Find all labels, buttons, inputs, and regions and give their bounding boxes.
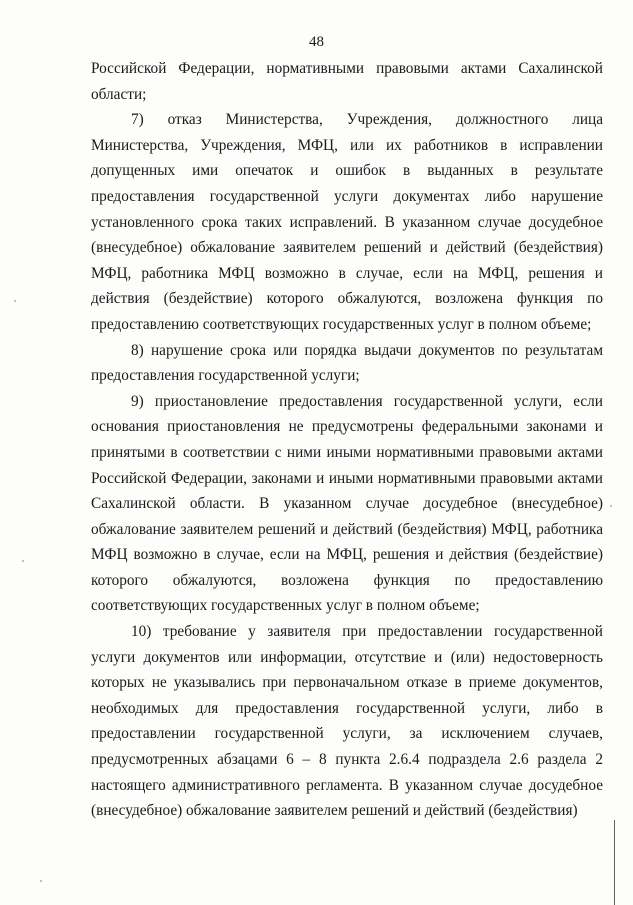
document-body [91,56,603,824]
paragraph-item-9: 9) приостановление предоставления государственной услуги, если основания приостановления не предусмотрены федеральными законами и принятыми в соответствии с ними иными нормативными правовыми актами Российской Федерации, законами и иными нормативными правовыми актами Сахалинской области. В указанном случае досудебное (внесудебное) обжалование заявителем решений и действий (бездействия) МФЦ, работника МФЦ возможно в случае, если на МФЦ, решения и действия (бездействие) которого обжалуются, возложена функция по предоставлению соответствующих государственных услуг в полном объеме; [91,392,603,615]
paragraph-item-8: 8) нарушение срока или порядка выдачи документов по результатам предоставления государственной услуги; [91,341,603,385]
page-number: 48 [309,34,324,50]
scan-edge-line [614,820,616,905]
scan-speck [40,880,42,882]
scan-speck [22,560,24,562]
scan-speck [14,300,16,302]
paragraph-item-10: 10) требование у заявителя при предоставлении государственной услуги документов или информации, отсутствие и (или) недостоверность которых не указывались при первоначальном отказе в приеме документов, необходимых для предоставления государственной услуги, либо в предоставлении государственной услуги, за исключением случаев, предусмотренных абзацами 6 – 8 пункта 2.6.4 подраздела 2.6 раздела 2 настоящего административного регламента. В указанном случае досудебное (внесудебное) обжалование заявителем решений и действий (бездействия) [91,623,603,820]
paragraph-continuation: Российской Федерации, нормативными правовыми актами Сахалинской области; [91,60,603,103]
paragraph-item-7: 7) отказ Министерства, Учреждения, должностного лица Министерства, Учреждения, МФЦ, или их работников в исправлении допущенных ими опечаток и ошибок в выданных в результате предоставления государственной услуги документах либо нарушение установленного срока таких исправлений. В указанном случае досудебное (внесудебное) обжалование заявителем решений и действий (бездействия) МФЦ, работника МФЦ возможно в случае, если на МФЦ, решения и действия (бездействие) которого обжалуются, возложена функция по предоставлению соответствующих государственных услуг в полном объеме; [91,111,603,333]
scan-speck [610,505,612,507]
